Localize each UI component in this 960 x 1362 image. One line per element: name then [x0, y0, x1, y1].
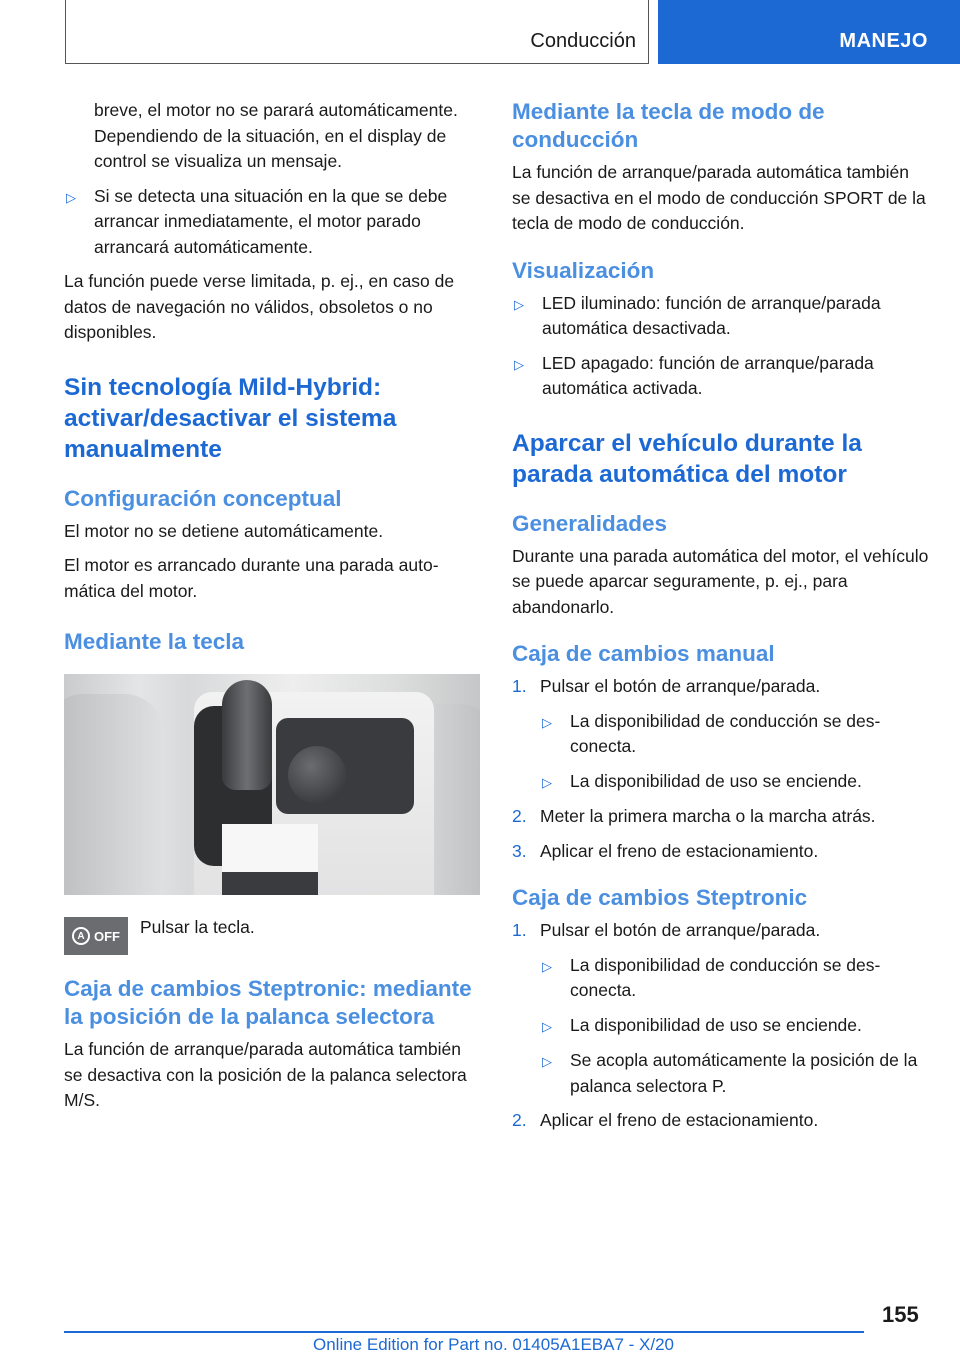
heading-generalidades: Generalidades — [512, 510, 668, 536]
heading-configuracion: Configuración conceptual — [64, 485, 342, 511]
header-section-title: Conducción — [530, 30, 636, 52]
sub-bullet-item: ▷ La disponibilidad de conducción se desconecta. — [512, 953, 930, 1004]
auto-start-stop-off-icon: A OFF — [64, 917, 128, 955]
page-number: 155 — [882, 1302, 919, 1327]
triangle-right-icon: ▷ — [66, 189, 76, 205]
controller-dial — [288, 746, 346, 804]
heading-caja-steptronic: Caja de cambios Steptronic — [512, 885, 808, 910]
gear-selector-photo — [64, 674, 480, 895]
heading-mediante-tecla: Mediante la tecla — [64, 629, 245, 654]
right-column — [512, 98, 930, 1143]
intro-continuation: breve, el motor no se parará automáticamente. Dependiendo de la situación, en el display de control se visualiza un mensaje. — [94, 100, 458, 171]
triangle-right-icon: ▷ — [542, 958, 552, 974]
heading-mild-hybrid: Sin tecnología Mild-Hybrid: activar/desactivar el sistema manualmente — [64, 373, 397, 463]
gear-lever — [222, 680, 272, 790]
triangle-right-icon: ▷ — [542, 714, 552, 730]
paragraph: El motor no se detiene automáticamente. — [64, 520, 384, 541]
paragraph: Durante una parada automática del motor, el vehículo se puede aparcar seguramente, p. ej., para abandonarlo. — [512, 545, 929, 617]
footer-rule — [64, 1331, 864, 1333]
paragraph: La función de arranque/parada automática también se desactiva en el modo de conducción SPORT de la tecla de modo de conducción. — [512, 162, 926, 233]
bullet-text: Si se detecta una situación en la que se debe arrancar inmediatamente, el motor parado arrancará automáticamente. — [94, 185, 448, 257]
heading-aparcar: Aparcar el vehículo durante la parada automática del motor — [512, 429, 862, 488]
heading-caja-manual: Caja de cambios manual — [512, 641, 775, 666]
paragraph: El motor es arrancado durante una parada automática del motor. — [64, 555, 439, 601]
key-instruction — [64, 915, 482, 955]
sub-bullet-item: ▷ La disponibilidad de conducción se desconecta. — [512, 709, 930, 760]
triangle-right-icon: ▷ — [542, 1054, 552, 1069]
key-instruction-text: Pulsar la tecla. — [140, 917, 255, 937]
left-column — [64, 98, 482, 1123]
bullet-item: ▷ LED apagado: función de arranque/parada automática activada. — [512, 351, 930, 402]
sub-bullet-item: ▷ La disponibilidad de uso se enciende. — [512, 769, 930, 796]
triangle-right-icon: ▷ — [542, 774, 552, 790]
numbered-step: 2. Meter la primera marcha o la marcha atrás. — [512, 806, 876, 826]
sub-bullet-item: ▷ Se acopla automáticamente la posición de la palanca selectora P. — [512, 1048, 930, 1099]
triangle-right-icon: ▷ — [542, 1018, 552, 1034]
numbered-step: 2. Aplicar el freno de estacionamiento. — [512, 1110, 819, 1130]
numbered-step: 1. Pulsar el botón de arranque/parada. — [512, 676, 821, 696]
paragraph: La función de arranque/parada automática también se desactiva con la posición de la palanca selectora M/S. — [64, 1039, 467, 1110]
numbered-step: 1. Pulsar el botón de arranque/parada. — [512, 920, 821, 940]
numbered-step: 3. Aplicar el freno de estacionamiento. — [512, 840, 819, 861]
triangle-right-icon: ▷ — [514, 296, 524, 312]
sub-bullet-item: ▷ La disponibilidad de uso se enciende. — [512, 1013, 930, 1040]
triangle-right-icon: ▷ — [514, 356, 524, 372]
bullet-item — [64, 184, 482, 261]
header-section-box — [65, 0, 649, 64]
footer-edition: Online Edition for Part no. 01405A1EBA7 - X/20 — [313, 1335, 675, 1354]
paragraph: La función puede verse limitada, p. ej., en caso de datos de navegación no válidos, obsoletos o no disponibles. — [64, 271, 455, 342]
bullet-item: ▷ LED iluminado: función de arranque/parada automática desactivada. — [512, 291, 930, 342]
heading-steptronic-palanca: Caja de cambios Steptronic: mediante la posición de la palanca selectora — [64, 976, 472, 1029]
heading-visualizacion: Visualización — [512, 257, 655, 283]
header-chapter-tab: MANEJO — [658, 0, 960, 64]
heading-modo-conduccion: Mediante la tecla de modo de conducción — [512, 99, 825, 152]
